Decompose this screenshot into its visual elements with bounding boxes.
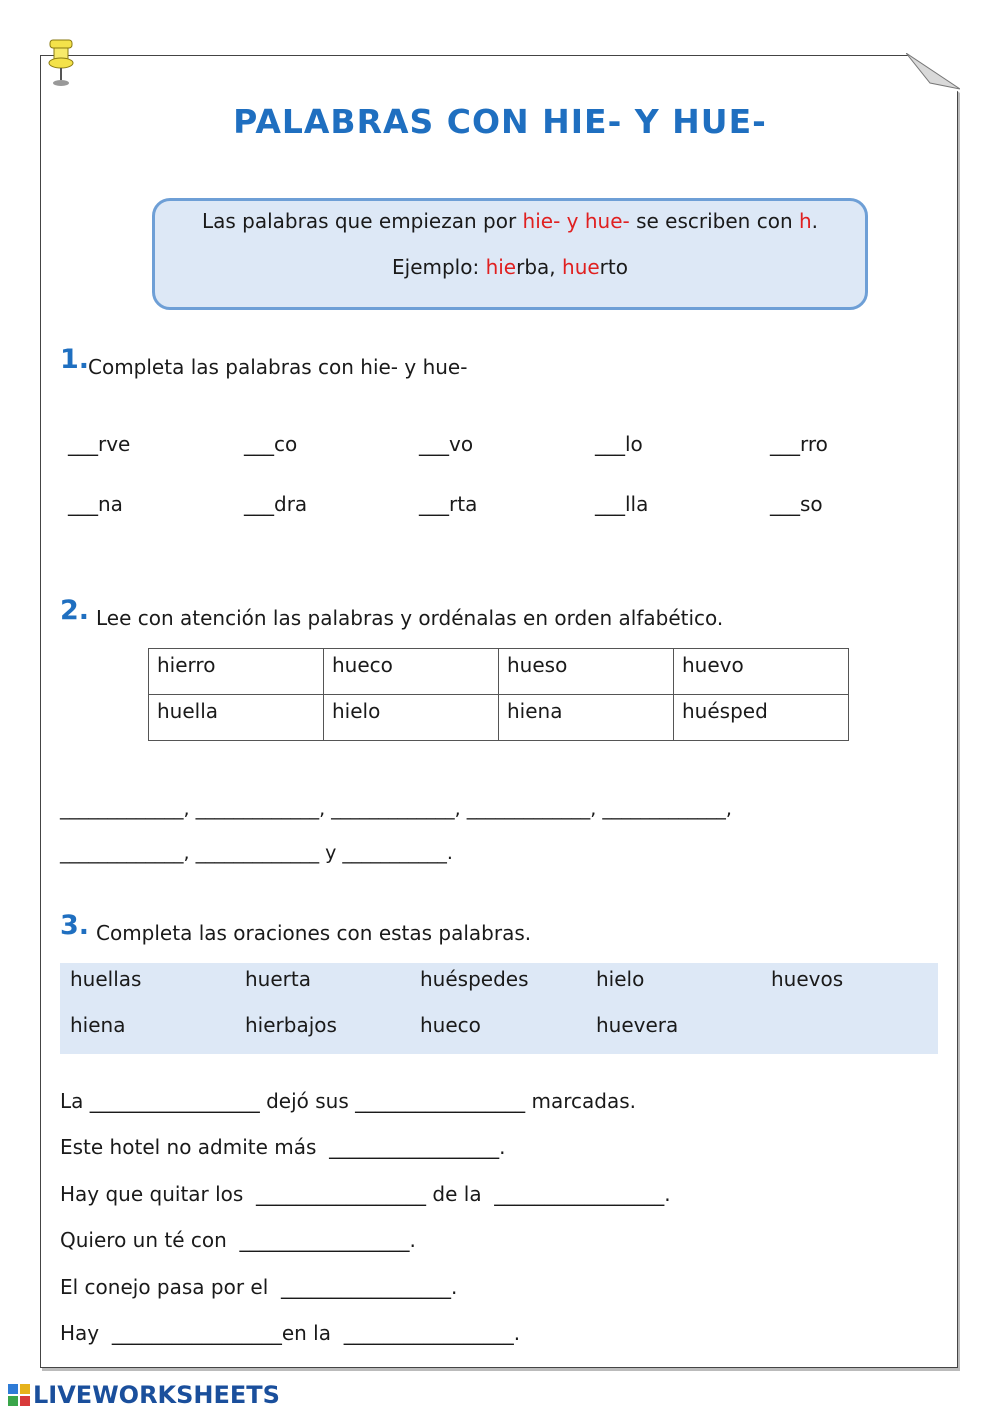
section-1-instruction: Completa las palabras con hie- y hue- bbox=[88, 355, 468, 379]
sentence-fill[interactable]: La _________________ dejó sus _________________ marcadas. bbox=[60, 1089, 636, 1113]
example-text: rto bbox=[599, 255, 628, 279]
word-bank-item: hielo bbox=[596, 967, 645, 991]
fill-word[interactable]: ___lo bbox=[595, 432, 643, 456]
word-bank-item: huellas bbox=[70, 967, 142, 991]
word-table bbox=[148, 648, 849, 741]
fill-word[interactable]: ___lla bbox=[595, 492, 649, 516]
sentence-fill[interactable]: Hay que quitar los _________________ de la _________________. bbox=[60, 1182, 671, 1206]
example-text: rba, bbox=[516, 255, 563, 279]
word-bank-item: huerta bbox=[245, 967, 311, 991]
fill-word[interactable]: ___rta bbox=[419, 492, 478, 516]
sentence-fill[interactable]: El conejo pasa por el _________________. bbox=[60, 1275, 458, 1299]
rule-box bbox=[152, 198, 868, 310]
fill-word[interactable]: ___co bbox=[244, 432, 298, 456]
fill-word[interactable]: ___vo bbox=[419, 432, 474, 456]
section-2-instruction: Lee con atención las palabras y ordénalas en orden alfabético. bbox=[96, 606, 724, 630]
fill-word[interactable]: ___na bbox=[68, 492, 123, 516]
word-bank-item: huéspedes bbox=[420, 967, 529, 991]
table-cell: hielo bbox=[324, 695, 499, 741]
table-cell: huésped bbox=[674, 695, 849, 741]
table-row bbox=[149, 695, 849, 741]
word-bank-item: huevera bbox=[596, 1013, 679, 1037]
section-3-number: 3. bbox=[60, 910, 90, 941]
word-bank bbox=[60, 963, 938, 1054]
example-label: Ejemplo: bbox=[392, 255, 486, 279]
rule-highlight: h bbox=[798, 209, 812, 233]
table-cell: hierro bbox=[149, 649, 324, 695]
table-cell: hueco bbox=[324, 649, 499, 695]
table-cell: hueso bbox=[499, 649, 674, 695]
section-1-number: 1. bbox=[60, 344, 90, 375]
rule-text: . bbox=[811, 209, 819, 233]
pushpin-icon bbox=[44, 38, 78, 88]
sentence-fill[interactable]: Este hotel no admite más _________________. bbox=[60, 1135, 506, 1159]
fill-word[interactable]: ___dra bbox=[244, 492, 308, 516]
liveworksheets-logo[interactable] bbox=[8, 1381, 280, 1409]
example-highlight: hue bbox=[562, 255, 600, 279]
logo-text: LIVEWORKSHEETS bbox=[33, 1381, 280, 1409]
page-title: PALABRAS CON HIE- Y HUE- bbox=[233, 102, 767, 141]
rule-line-2 bbox=[155, 255, 865, 279]
word-bank-item: hueco bbox=[420, 1013, 481, 1037]
order-answer-line-1[interactable]: _____________, _____________, _____________, _____________, _____________, bbox=[60, 798, 732, 820]
section-2-number: 2. bbox=[60, 595, 90, 626]
word-bank-item: hiena bbox=[70, 1013, 126, 1037]
table-cell: huella bbox=[149, 695, 324, 741]
logo-icon bbox=[8, 1384, 30, 1406]
table-cell: hiena bbox=[499, 695, 674, 741]
example-highlight: hie bbox=[485, 255, 517, 279]
fill-word[interactable]: ___rve bbox=[68, 432, 131, 456]
page-curl-decoration bbox=[906, 53, 960, 93]
sentence-fill[interactable]: Hay _________________en la _________________. bbox=[60, 1321, 521, 1345]
rule-text: Las palabras que empiezan por bbox=[201, 209, 523, 233]
word-bank-item: hierbajos bbox=[245, 1013, 337, 1037]
word-bank-item: huevos bbox=[771, 967, 844, 991]
rule-highlight: hie- y hue- bbox=[522, 209, 630, 233]
section-3-instruction: Completa las oraciones con estas palabras. bbox=[96, 921, 532, 945]
rule-line-1 bbox=[155, 209, 865, 233]
sentence-fill[interactable]: Quiero un té con _________________. bbox=[60, 1228, 416, 1252]
fill-word[interactable]: ___rro bbox=[770, 432, 828, 456]
rule-text: se escriben con bbox=[629, 209, 799, 233]
order-answer-line-2[interactable]: _____________, _____________ y ___________. bbox=[60, 842, 453, 864]
table-cell: huevo bbox=[674, 649, 849, 695]
table-row bbox=[149, 649, 849, 695]
fill-word[interactable]: ___so bbox=[770, 492, 823, 516]
